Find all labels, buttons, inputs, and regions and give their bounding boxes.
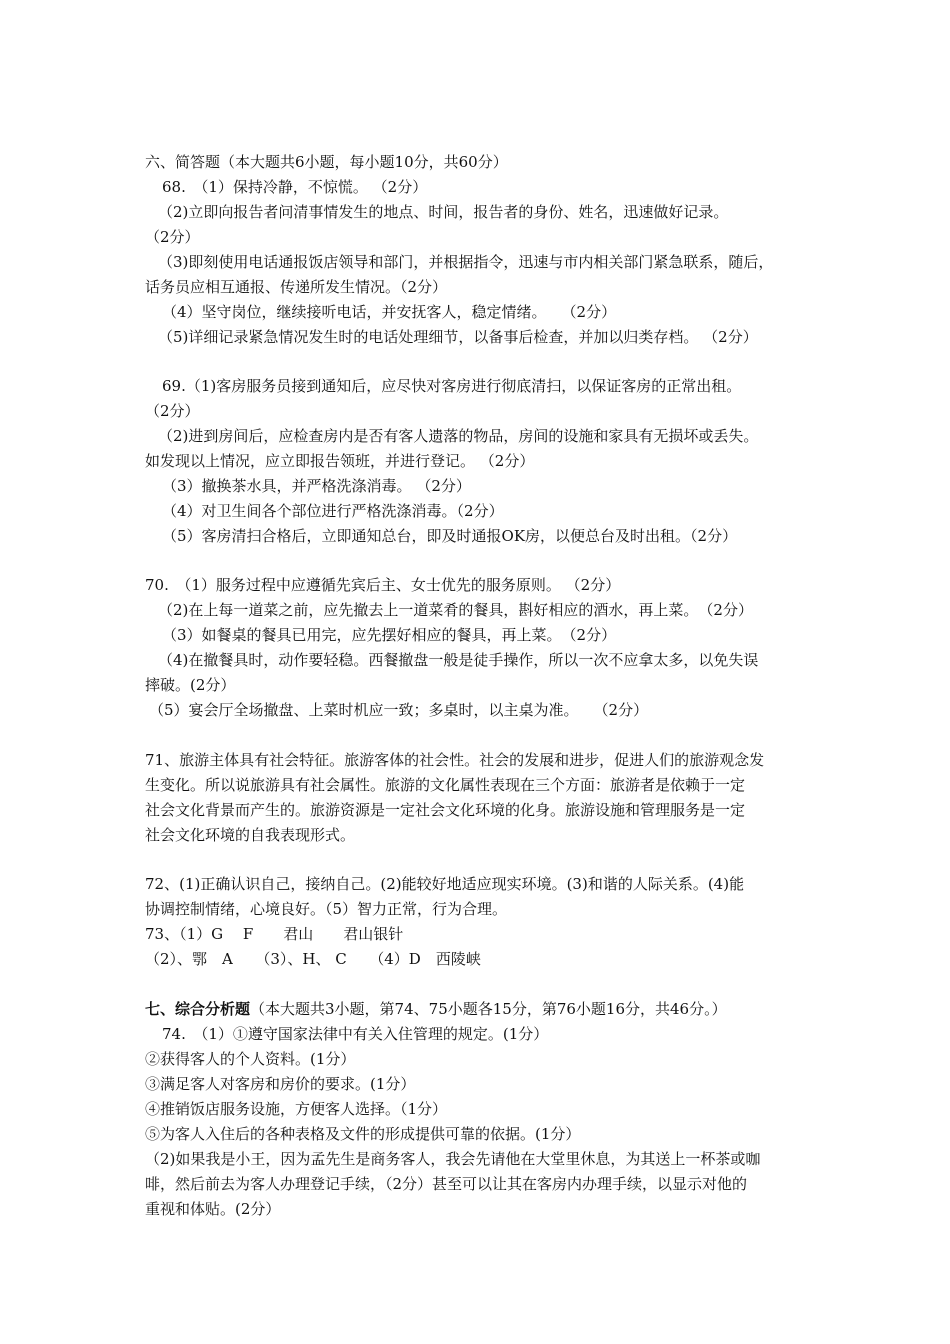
q70-line-5: 摔破。(2分）: [145, 676, 236, 694]
q74-line-4: ④推销饭店服务设施，方便客人选择。（1分）: [145, 1100, 448, 1118]
q72-line-1: 72、(1)正确认识自己，接纳自己。(2)能较好地适应现实环境。(3)和谐的人际关系。(4)能: [145, 875, 745, 893]
q72-line-2: 协调控制情绪，心境良好。（5）智力正常，行为合理。: [145, 900, 508, 918]
q73-line-1: 73、（1）G F 君山 君山银针: [145, 925, 404, 943]
q70-line-3: （3）如餐桌的餐具已用完，应先摆好相应的餐具，再上菜。 （2分）: [162, 626, 617, 644]
q74-line-5: ⑤为客人入住后的各种表格及文件的形成提供可靠的依据。(1分）: [145, 1125, 581, 1143]
section-7-title-rest: （本大题共3小题，第74、75小题各15分，第76小题16分，共46分。）: [250, 1000, 727, 1018]
q74-line-8: 重视和体贴。(2分）: [145, 1200, 281, 1218]
q68-line-3: （2分）: [145, 228, 200, 246]
q68-line-5: 话务员应相互通报、传递所发生情况。（2分）: [145, 278, 448, 296]
q74-line-3: ③满足客人对客房和房价的要求。(1分）: [145, 1075, 416, 1093]
q68-line-1: 68. （1）保持冷静，不惊慌。 （2分）: [162, 178, 428, 196]
q70-line-6: （5）宴会厅全场撤盘、上菜时机应一致；多桌时，以主桌为准。 （2分）: [149, 701, 649, 719]
q74-line-2: ②获得客人的个人资料。(1分）: [145, 1050, 356, 1068]
q68-line-2: （2)立即向报告者问清事情发生的地点、时间，报告者的身份、姓名，迅速做好记录。: [158, 203, 729, 221]
q69-line-5: （3）撤换茶水具，并严格洗涤消毒。 （2分）: [162, 477, 471, 495]
q68-line-7: （5)详细记录紧急情况发生时的电话处理细节，以备事后检查，并加以归类存档。 （2分）: [158, 328, 758, 346]
q73-line-2: （2）、鄂 A （3）、H、 C （4）D 西陵峡: [145, 950, 481, 968]
q70-line-1: 70. （1）服务过程中应遵循先宾后主、女士优先的服务原则。 （2分）: [145, 576, 621, 594]
q69-line-3: （2)进到房间后，应检查房内是否有客人遗落的物品，房间的设施和家具有无损坏或丢失。: [158, 427, 759, 445]
section-7-title: [145, 999, 727, 1019]
q71-line-4: 社会文化环境的自我表现形式。: [145, 826, 356, 844]
q74-line-7: 啡，然后前去为客人办理登记手续，（2分）甚至可以让其在客房内办理手续，以显示对他的: [145, 1175, 748, 1193]
q74-line-6: （2)如果我是小王，因为孟先生是商务客人，我会先请他在大堂里休息，为其送上一杯茶或咖: [145, 1150, 761, 1168]
q69-line-1: 69.（1)客房服务员接到通知后，应尽快对客房进行彻底清扫，以保证客房的正常出租。: [162, 377, 742, 395]
q70-line-4: （4)在撤餐具时，动作要轻稳。西餐撤盘一般是徒手操作，所以一次不应拿太多，以免失误: [158, 651, 759, 669]
q71-line-1: 71、旅游主体具有社会特征。旅游客体的社会性。社会的发展和进步，促进人们的旅游观念发: [145, 751, 765, 769]
q68-line-4: （3)即刻使用电话通报饭店领导和部门，并根据指令，迅速与市内相关部门紧急联系，随后，: [158, 253, 774, 271]
q69-line-2: （2分）: [145, 402, 200, 420]
q69-line-4: 如发现以上情况，应立即报告领班，并进行登记。 （2分）: [145, 452, 535, 470]
q71-line-2: 生变化。所以说旅游具有社会属性。旅游的文化属性表现在三个方面：旅游者是依赖于一定: [145, 776, 746, 794]
section-7-title-bold: 七、综合分析题: [145, 1000, 251, 1018]
q70-line-2: （2)在上每一道菜之前，应先撤去上一道菜肴的餐具，斟好相应的酒水，再上菜。 （2分）: [158, 601, 753, 619]
section-6-title: 六、简答题（本大题共6小题，每小题10分，共60分）: [145, 153, 508, 171]
q69-line-7: （5）客房清扫合格后，立即通知总台，即及时通报OK房，以便总台及时出租。（2分）: [162, 527, 738, 545]
q69-line-6: （4）对卫生间各个部位进行严格洗涤消毒。（2分）: [162, 502, 504, 520]
q68-line-6: （4）坚守岗位，继续接听电话，并安抚客人，稳定情绪。 （2分）: [162, 303, 617, 321]
q74-line-1: 74. （1）①遵守国家法律中有关入住管理的规定。(1分）: [162, 1025, 549, 1043]
q71-line-3: 社会文化背景而产生的。旅游资源是一定社会文化环境的化身。旅游设施和管理服务是一定: [145, 801, 746, 819]
